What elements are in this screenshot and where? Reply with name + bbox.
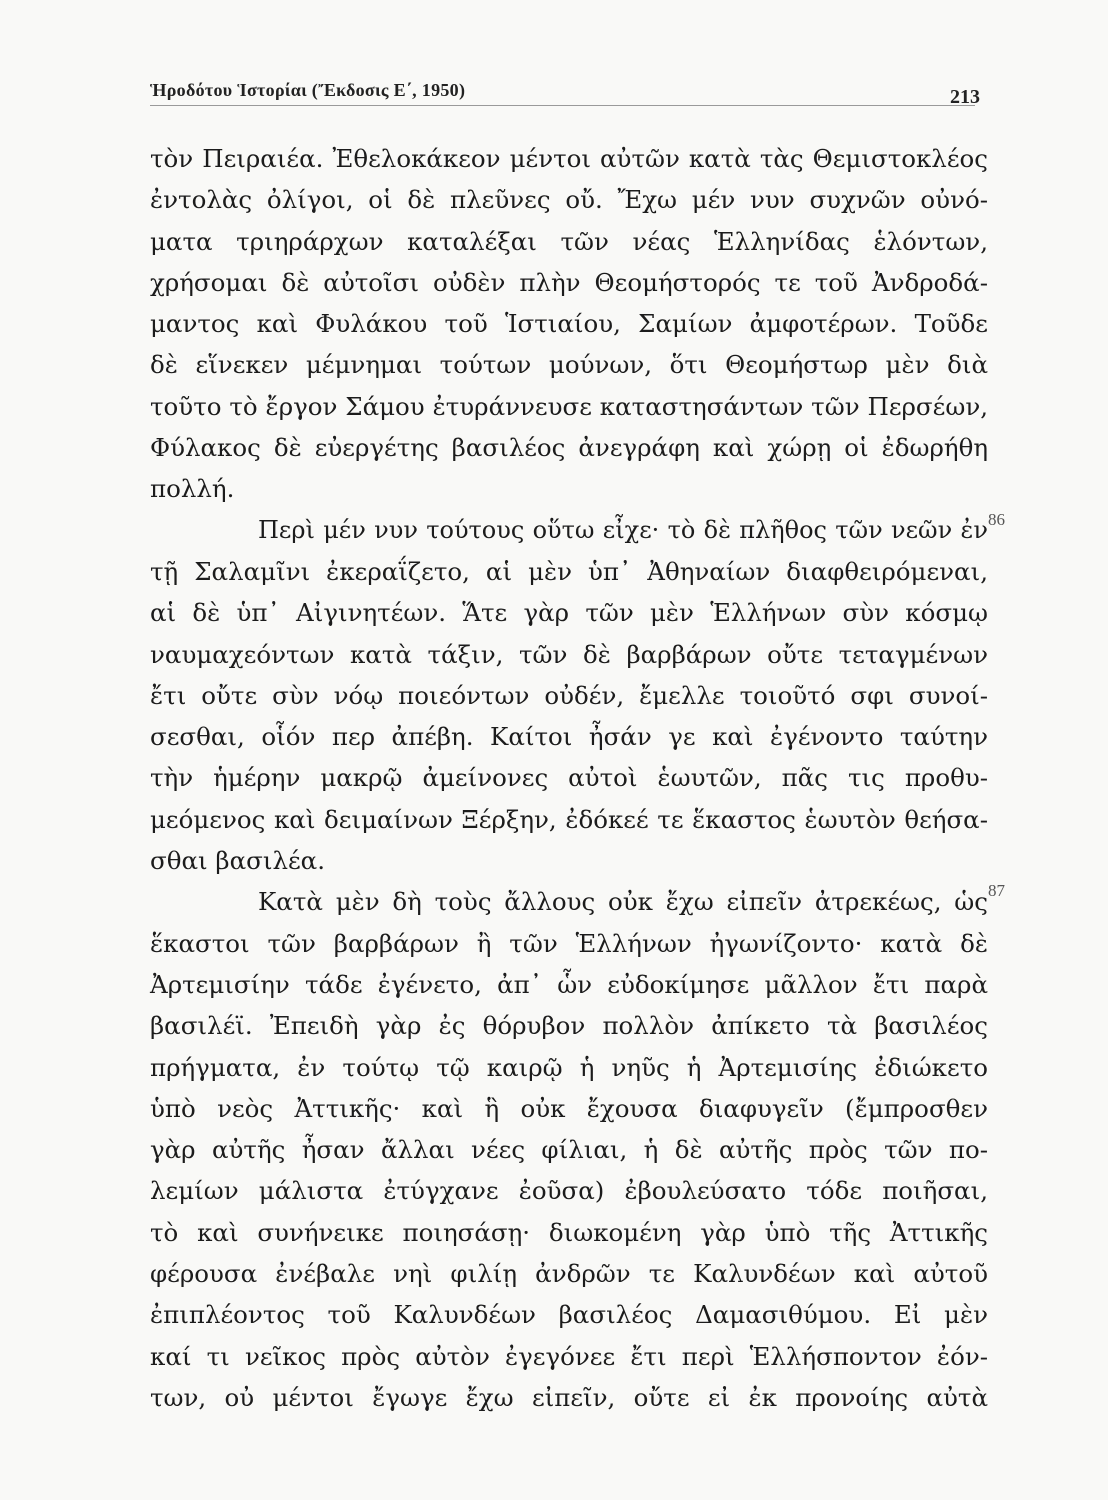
chapter-number: 87 <box>988 881 1005 901</box>
text-line: τὸν Πειραιέα. Ἐθελοκάκεον μέντοι αὐτῶν κατὰ τὰς Θεμιστοκλέος <box>150 144 988 173</box>
text-line: Κατὰ μὲν δὴ τοὺς ἄλλους οὐκ ἔχω εἰπεῖν ἀτρεκέως, ὡς <box>258 887 988 917</box>
paragraph-2 <box>150 509 1005 882</box>
text-line: ἐντολὰς ὀλίγοι, οἱ δὲ πλεῦνες οὔ. Ἔχω μέν νυν συχνῶν οὐνό- <box>150 185 988 215</box>
text-line: ἔτι οὔτε σὺν νόῳ ποιεόντων οὐδέν, ἔμελλε τοιοῦτό σφι συνοί- <box>150 680 988 710</box>
text-line: Ἀρτεμισίην τάδε ἐγένετο, ἀπ᾽ ὧν εὐδοκίμησε μᾶλλον ἔτι παρὰ <box>150 969 988 999</box>
text-line: χρήσομαι δὲ αὐτοῖσι οὐδὲν πλὴν Θεομήστορός τε τοῦ Ἀνδροδά- <box>150 267 988 297</box>
text-line: ναυμαχεόντων κατὰ τάξιν, τῶν δὲ βαρβάρων οὔτε τεταγμένων <box>150 639 988 669</box>
text-line: μαντος καὶ Φυλάκου τοῦ Ἱστιαίου, Σαμίων ἀμφοτέρων. Τοῦδε <box>150 309 988 339</box>
text-line: τὸ καὶ συνήνεικε ποιησάσῃ· διωκομένη γὰρ ὑπὸ τῆς Ἀττικῆς <box>150 1217 988 1247</box>
running-head <box>150 72 990 112</box>
text-line: δὲ εἵνεκεν μέμνημαι τούτων μούνων, ὅτι Θεομήστωρ μὲν διὰ <box>150 350 988 380</box>
text-line: πολλή. <box>150 474 235 504</box>
text-line: ἐπιπλέοντος τοῦ Καλυνδέων βασιλέος Δαμασιθύμου. Εἰ μὲν <box>150 1300 988 1330</box>
text-line: ὑπὸ νεὸς Ἀττικῆς· καὶ ἣ οὐκ ἔχουσα διαφυγεῖν (ἔμπροσθεν <box>150 1093 988 1123</box>
text-line: βασιλέϊ. Ἐπειδὴ γὰρ ἐς θόρυβον πολλὸν ἀπίκετο τὰ βασιλέος <box>150 1011 988 1041</box>
text-line: τὴν ἡμέρην μακρῷ ἀμείνονες αὐτοὶ ἑωυτῶν, πᾶς τις προθυ- <box>150 763 988 793</box>
text-line: σεσθαι, οἷόν περ ἀπέβη. Καίτοι ἦσάν γε καὶ ἐγένοντο ταύτην <box>150 722 988 752</box>
text-line: γὰρ αὐτῆς ἦσαν ἄλλαι νέες φίλιαι, ἡ δὲ αὐτῆς πρὸς τῶν πο- <box>150 1135 988 1165</box>
text-line: σθαι βασιλέα. <box>150 846 326 876</box>
text-line: ἕκαστοι τῶν βαρβάρων ἢ τῶν Ἑλλήνων ἠγωνίζοντο· κατὰ δὲ <box>150 928 988 958</box>
text-line: Φύλακος δὲ εὐεργέτης βασιλέος ἀνεγράφη καὶ χώρῃ οἱ ἐδωρήθη <box>150 433 988 463</box>
text-line: ματα τριηράρχων καταλέξαι τῶν νέας Ἑλληνίδας ἑλόντων, <box>150 226 988 256</box>
paragraph-3 <box>150 881 1005 1418</box>
text-line: αἱ δὲ ὑπ᾽ Αἰγινητέων. Ἅτε γὰρ τῶν μὲν Ἑλλήνων σὺν κόσμῳ <box>150 598 988 628</box>
text-line: πρήγματα, ἐν τούτῳ τῷ καιρῷ ἡ νηῦς ἡ Ἀρτεμισίης ἐδιώκετο <box>150 1052 988 1082</box>
text-line: μεόμενος καὶ δειμαίνων Ξέρξην, ἐδόκεέ τε ἕκαστος ἑωυτὸν θεήσα- <box>150 804 988 834</box>
page-number: 213 <box>950 86 980 108</box>
paragraph-1 <box>150 138 988 510</box>
running-title: Ἡροδότου Ἱστορίαι (Ἔκδοσις Ε΄, 1950) <box>150 80 466 100</box>
text-line: τῇ Σαλαμῖνι ἐκεραΐζετο, αἱ μὲν ὑπ᾽ Ἀθηναίων διαφθειρόμεναι, <box>150 556 988 586</box>
text-line: Περὶ μέν νυν τούτους οὕτω εἶχε· τὸ δὲ πλῆθος τῶν νεῶν ἐν <box>258 515 988 544</box>
text-line: των, οὐ μέντοι ἔγωγε ἔχω εἰπεῖν, οὔτε εἰ ἐκ προνοίης αὐτὰ <box>150 1382 988 1412</box>
chapter-number: 86 <box>988 509 1005 529</box>
text-line: τοῦτο τὸ ἔργον Σάμου ἐτυράννευσε καταστησάντων τῶν Περσέων, <box>150 391 988 421</box>
header-rule <box>150 105 975 106</box>
body-text <box>150 138 1005 1418</box>
text-line: καί τι νεῖκος πρὸς αὐτὸν ἐγεγόνεε ἔτι περὶ Ἑλλήσποντον ἐόν- <box>150 1341 988 1371</box>
text-line: φέρουσα ἐνέβαλε νηὶ φιλίῃ ἀνδρῶν τε Καλυνδέων καὶ αὐτοῦ <box>150 1259 988 1289</box>
text-line: λεμίων μάλιστα ἐτύγχανε ἐοῦσα) ἐβουλεύσατο τόδε ποιῆσαι, <box>150 1176 988 1206</box>
